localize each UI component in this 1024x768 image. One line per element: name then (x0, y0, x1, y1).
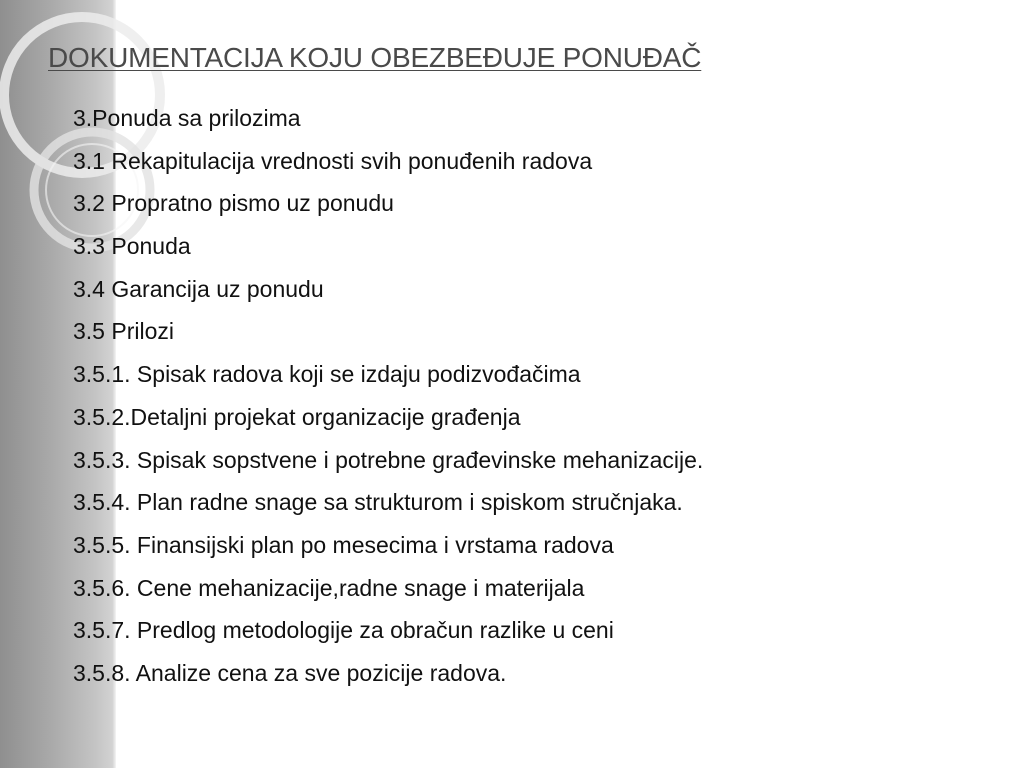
list-item: 3.Ponuda sa prilozima (73, 105, 301, 131)
list-item: 3.5.1. Spisak radova koji se izdaju podizvođačima (73, 361, 581, 388)
list-item: 3.5.8. Analize cena za sve pozicije radova. (73, 659, 507, 686)
list-item: 3.5.4. Plan radne snage sa strukturom i spiskom stručnjaka. (73, 489, 683, 516)
list-item: 3.5 Prilozi (73, 318, 174, 345)
list-item: 3.5.5. Finansijski plan po mesecima i vrstama radova (73, 531, 614, 558)
slide-title: DOKUMENTACIJA KOJU OBEZBEĐUJE PONUĐAČ (48, 42, 702, 73)
list-item: 3.5.7. Predlog metodologije za obračun razlike u ceni (73, 617, 614, 644)
list-item: 3.4 Garancija uz ponudu (73, 275, 324, 302)
list-item: 3.3 Ponuda (73, 233, 191, 260)
list-item: 3.5.3. Spisak sopstvene i potrebne građevinske mehanizacije. (73, 446, 704, 473)
list-item: 3.1 Rekapitulacija vrednosti svih ponuđenih radova (73, 147, 593, 174)
list-item: 3.5.6. Cene mehanizacije,radne snage i materijala (73, 574, 585, 601)
list-item: 3.5.2.Detaljni projekat organizacije građenja (73, 403, 521, 430)
documentation-list (73, 98, 703, 696)
list-item: 3.2 Propratno pismo uz ponudu (73, 190, 394, 217)
